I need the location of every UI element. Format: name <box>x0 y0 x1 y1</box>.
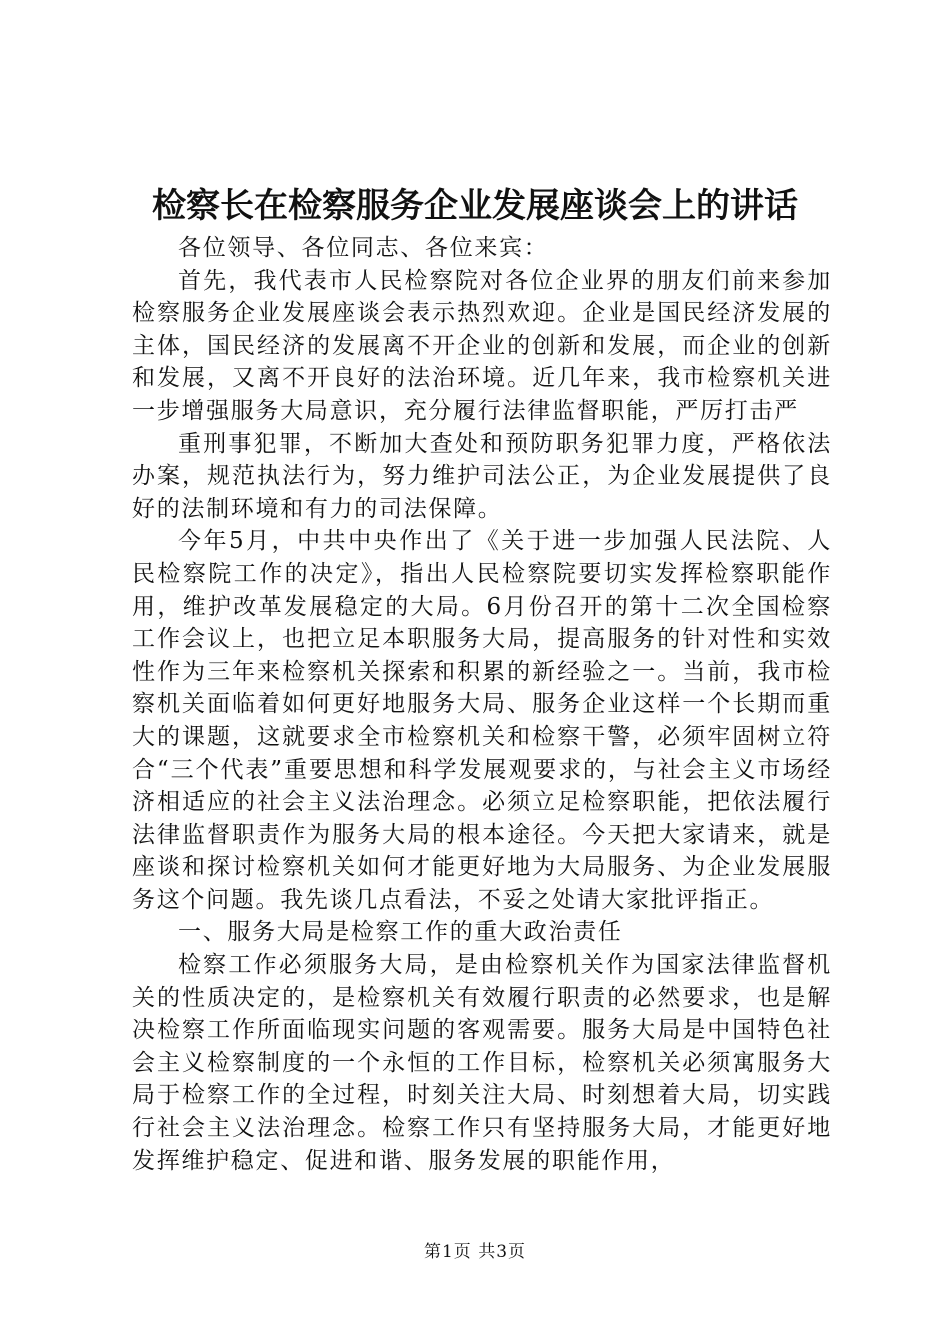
body-paragraph: 今年5月，中共中央作出了《关于进一步加强人民法院、人民检察院工作的决定》，指出人民检察院要切实发挥检察职能作用，维护改革发展稳定的大局。6月份召开的第十二次全国检察工作会议上，也把立足本职服务大局，提高服务的针对性和实效性作为三年来检察机关探索和积累的新经验之一。当前，我市检察机关面临着如何更好地服务大局、服务企业这样一个长期而重大的课题，这就要求全市检察机关和检察干警，必须牢固树立符合“三个代表”重要思想和科学发展观要求的，与社会主义市场经济相适应的社会主义法治理念。必须立足检察职能，把依法履行法律监督职责作为服务大局的根本途径。今天把大家请来，就是座谈和探讨检察机关如何才能更好地为大局服务、为企业发展服务这个问题。我先谈几点看法，不妥之处请大家批评指正。 <box>132 528 832 913</box>
document-title: 检察长在检察服务企业发展座谈会上的讲话 <box>152 186 798 226</box>
section-heading: 一、服务大局是检察工作的重大政治责任 <box>178 919 623 946</box>
body-paragraph: 首先，我代表市人民检察院对各位企业界的朋友们前来参加检察服务企业发展座谈会表示热烈欢迎。企业是国民经济发展的主体，国民经济的发展离不开企业的创新和发展，而企业的创新和发展，又离不开良好的法治环境。近几年来，我市检察机关进一步增强服务大局意识，充分履行法律监督职能，严厉打击严 <box>132 267 832 424</box>
body-paragraph: 重刑事犯罪，不断加大查处和预防职务犯罪力度，严格依法办案，规范执法行为，努力维护司法公正，为企业发展提供了良好的法制环境和有力的司法保障。 <box>132 430 832 522</box>
document-body <box>132 232 832 1177</box>
salutation-paragraph: 各位领导、各位同志、各位来宾： <box>178 235 549 261</box>
page-footer: 第1页 共3页 <box>423 1242 527 1262</box>
body-paragraph: 检察工作必须服务大局，是由检察机关作为国家法律监督机关的性质决定的，是检察机关有效履行职责的必然要求，也是解决检察工作所面临现实问题的客观需要。服务大局是中国特色社会主义检察制度的一个永恒的工作目标，检察机关必须寓服务大局于检察工作的全过程，时刻关注大局、时刻想着大局，切实践行社会主义法治理念。检察工作只有坚持服务大局，才能更好地发挥维护稳定、促进和谐、服务发展的职能作用， <box>132 952 832 1174</box>
